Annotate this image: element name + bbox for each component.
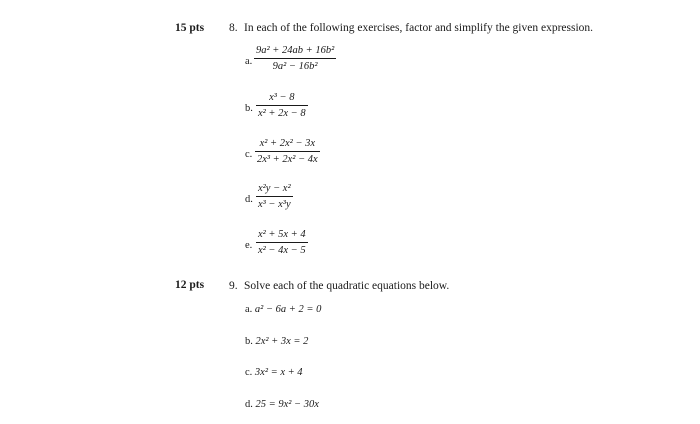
q9b-equation: 2x² + 3x = 2 (255, 336, 309, 347)
q9d-item (245, 399, 319, 410)
q8d-numerator: x²y − x² (258, 183, 291, 194)
q8-number: 8. (229, 22, 238, 34)
q8b-label: b. (245, 103, 253, 114)
q8d-label: d. (245, 194, 253, 205)
q9-number: 9. (229, 280, 238, 292)
q8d-denominator: x³ − x³y (258, 199, 291, 210)
q9-prompt: Solve each of the quadratic equations below. (244, 280, 450, 292)
fraction-bar (254, 58, 336, 59)
q9c-equation: 3x² = x + 4 (254, 367, 303, 378)
q9c-item (245, 367, 303, 378)
q8c-numerator: x² + 2x² − 3x (259, 138, 316, 149)
q9b-item (245, 336, 308, 347)
q9a-label: a. (245, 304, 253, 315)
q9d-label: d. (245, 399, 253, 410)
q8-prompt: In each of the following exercises, factor and simplify the given expression. (244, 22, 594, 34)
q9b-label: b. (245, 336, 253, 347)
q9-points: 12 pts (175, 279, 205, 291)
q8a-label: a. (245, 56, 253, 67)
fraction-bar (256, 105, 308, 106)
q8-points: 15 pts (175, 22, 205, 34)
q8d-fraction (256, 182, 293, 211)
q8a-fraction (254, 44, 336, 73)
q8a-numerator: 9a² + 24ab + 16b² (256, 45, 335, 56)
q9a-equation: a² − 6a + 2 = 0 (254, 304, 322, 315)
q8b-numerator: x³ − 8 (269, 92, 295, 103)
q8b-denominator: x² + 2x − 8 (258, 108, 306, 119)
q8c-denominator: 2x³ + 2x² − 4x (257, 154, 318, 165)
fraction-bar (256, 196, 293, 197)
q9a-item (245, 304, 321, 315)
q8e-numerator: x² + 5x + 4 (258, 229, 306, 240)
q8e-fraction (256, 228, 308, 257)
q8a-denominator: 9a² − 16b² (272, 61, 318, 72)
fraction-bar (256, 242, 308, 243)
q8b-fraction (256, 91, 308, 120)
q8e-denominator: x² − 4x − 5 (258, 245, 306, 256)
q8c-label: c. (245, 149, 253, 160)
q8c-fraction (255, 137, 320, 166)
q8e-label: e. (245, 240, 253, 251)
fraction-bar (255, 151, 320, 152)
q9d-equation: 25 = 9x² − 30x (255, 399, 319, 410)
q9c-label: c. (245, 367, 253, 378)
